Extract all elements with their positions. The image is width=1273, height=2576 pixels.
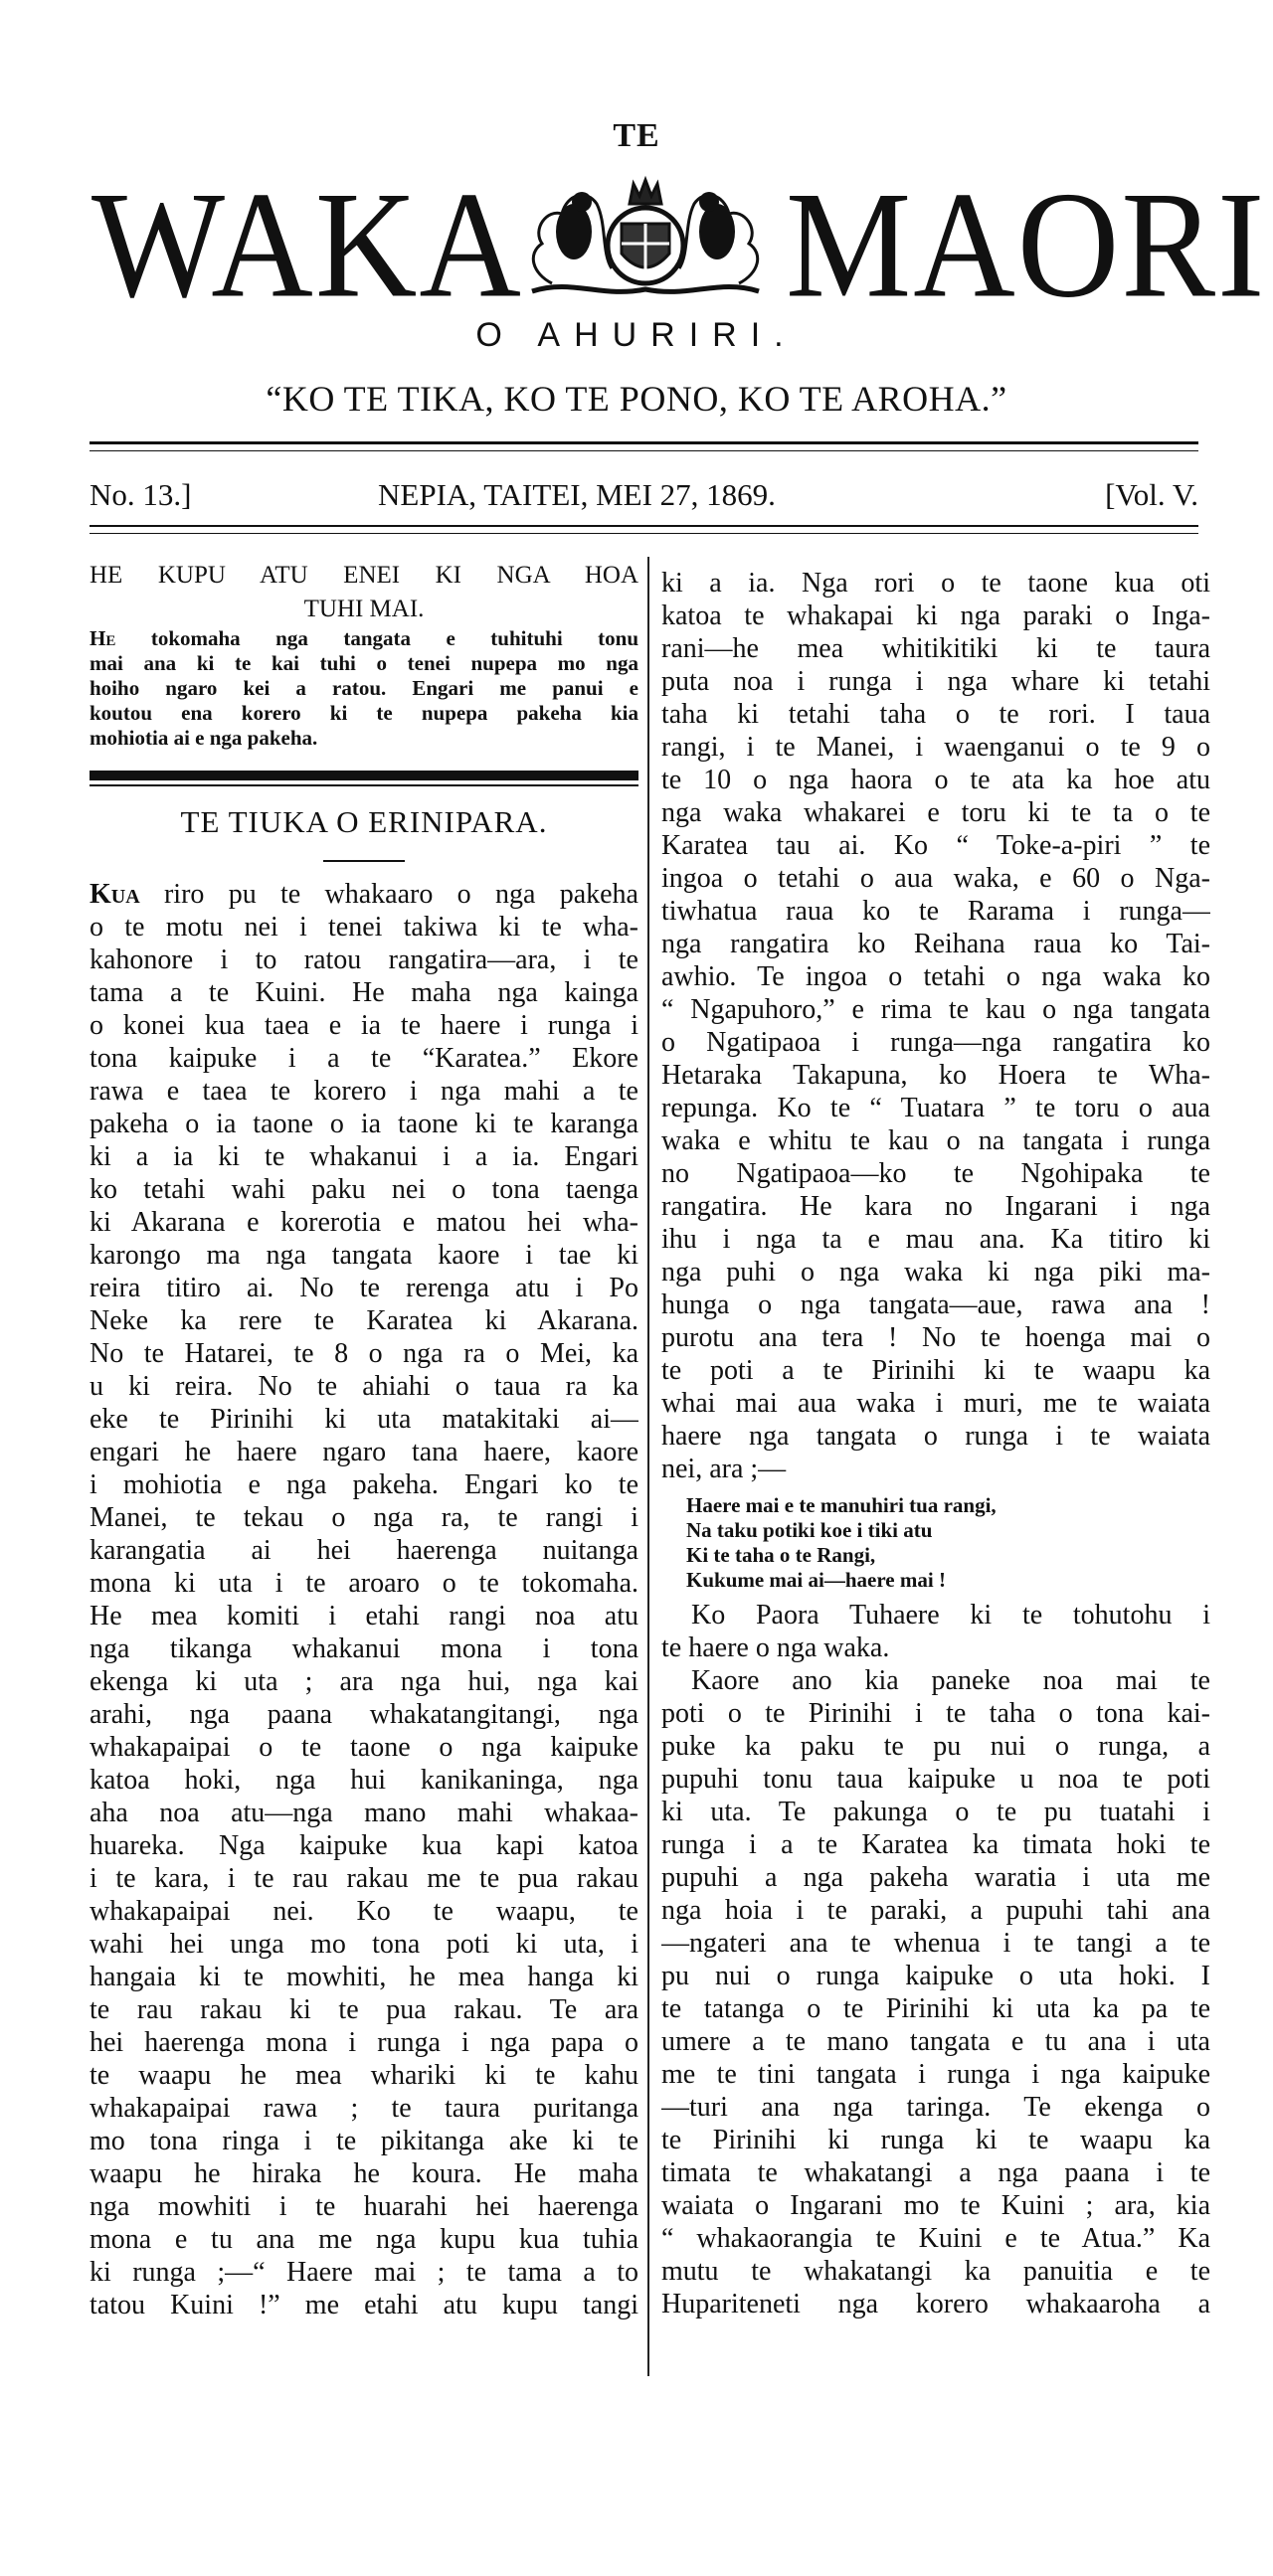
article-line: karongo ma nga tangata kaore i tae ki xyxy=(90,1240,638,1271)
song-verse xyxy=(661,1493,1210,1593)
article-line: mona ki uta i te aroaro o te tokomaha. xyxy=(90,1568,638,1599)
article-line: rawa e taea te korero i nga mahi a te xyxy=(90,1076,638,1107)
place-date: NEPIA, TAITEI, MEI 27, 1869. xyxy=(378,477,776,512)
article-line xyxy=(90,878,638,911)
article-line: mutu te whakatangi ka panuitia e te xyxy=(661,2256,1210,2287)
article-line: ki runga ;—“ Haere mai ; te tama a to xyxy=(90,2257,638,2288)
article-line: karangatia ai hei haerenga nuitanga xyxy=(90,1535,638,1566)
article-line: ingoa o tetahi o aua waka, e 60 o Nga- xyxy=(661,863,1210,894)
article-line: tiwhatua raua ko te Rarama i runga— xyxy=(661,896,1210,927)
issue-number: No. 13.] xyxy=(90,477,192,512)
article-line: “ whakaorangia te Kuini e te Atua.” Ka xyxy=(661,2223,1210,2254)
article-line: wahi hei unga mo tona poti ki uta, i xyxy=(90,1929,638,1960)
article-line: nga tikanga whakanui mona i tona xyxy=(90,1633,638,1664)
article-line: arahi, nga paana whakatangitangi, nga xyxy=(90,1699,638,1730)
article-line: i mohiotia e nga pakeha. Engari ko te xyxy=(90,1469,638,1500)
rule-mid-1 xyxy=(90,525,1198,527)
verse-line: Haere mai e te manuhiri tua rangi, xyxy=(686,1493,997,1517)
article-line: pakeha o ia taone o ia taone ki te karanga xyxy=(90,1109,638,1139)
double-rule-thin xyxy=(90,784,638,786)
article-title: TE TIUKA O ERINIPARA. xyxy=(180,804,548,839)
article-line: mona e tu ana me nga kupu kua tuhia xyxy=(90,2224,638,2255)
article-body-right xyxy=(661,567,1210,2320)
article-line: waapu he hiraka he koura. He maha xyxy=(90,2158,638,2189)
rule-mid-2 xyxy=(90,533,1198,534)
lead-word: He xyxy=(90,626,116,650)
article-line: puta noa i runga i nga whare ki tetahi xyxy=(661,666,1210,697)
article-line: rani—he mea whitikitiki ki te taura xyxy=(661,633,1210,664)
article-line: haere nga tangata o runga i te waiata xyxy=(661,1421,1210,1452)
article-line: hangaia ki te mowhiti, he mea hanga ki xyxy=(90,1962,638,1992)
article-line: ki a ia. Nga rori o te taone kua oti xyxy=(661,568,1210,599)
line-text: riro pu te whakaaro o nga pakeha xyxy=(139,879,638,910)
verse-line: Ki te taha o te Rangi, xyxy=(686,1543,876,1567)
masthead-subtitle: O AHURIRI. xyxy=(475,316,798,354)
article-line: nga mowhiti i te huarahi hei haerenga xyxy=(90,2191,638,2222)
article-line: o te motu nei i tenei takiwa ki te wha- xyxy=(90,912,638,943)
article-line: runga i a te Karatea ka timata hoki te xyxy=(661,1829,1210,1860)
article-line: te poti a te Pirinihi ki te waapu ka xyxy=(661,1355,1210,1386)
article-line: reira titiro ai. No te rerenga atu i Po xyxy=(90,1273,638,1303)
article-line: He mea komiti i etahi rangi noa atu xyxy=(90,1601,638,1631)
article-line: aha noa atu—nga mano mahi whakaa- xyxy=(90,1798,638,1828)
article-line: o Ngatipaoa i runga—nga rangatira ko xyxy=(661,1027,1210,1058)
article-line: u ki reira. No te ahiahi o taua ra ka xyxy=(90,1371,638,1402)
article-line: nga waka whakarei e toru ki te ta o te xyxy=(661,797,1210,828)
article-line: nei, ara ;— xyxy=(661,1454,787,1484)
article-line: nga hoia i te paraki, a pupuhi tahi ana xyxy=(661,1895,1210,1926)
article-line: Karatea tau ai. Ko “ Toke-a-piri ” te xyxy=(661,830,1210,861)
article-line: huareka. Nga kaipuke kua kapi katoa xyxy=(90,1830,638,1861)
article-line: engari he haere ngaro tana haere, kaore xyxy=(90,1437,638,1467)
article-line: “ Ngapuhoro,” e rima te kau o nga tangata xyxy=(661,994,1210,1025)
article-line: Hetaraka Takapuna, ko Hoera te Wha- xyxy=(661,1060,1210,1091)
notice-heading-line: TUHI MAI. xyxy=(303,596,425,622)
lead-word: Kua xyxy=(90,879,140,910)
article-line: ko tetahi wahi paku nei o tona taenga xyxy=(90,1174,638,1205)
article-line: te Pirinihi ki runga ki te waapu ka xyxy=(661,2125,1210,2155)
article-line: repunga. Ko te “ Tuatara ” te toru o aua xyxy=(661,1093,1210,1123)
article-line: tatou Kuini !” me etahi atu kupu tangi xyxy=(90,2290,638,2320)
article-line: nga puhi o nga waka ki nga piki ma- xyxy=(661,1257,1210,1288)
verse-line: Na taku potiki koe i tiki atu xyxy=(686,1518,933,1542)
notice xyxy=(90,559,638,751)
verse-line: Kukume mai ai—haere mai ! xyxy=(686,1568,946,1592)
article-line: te 10 o nga haora o te ata ka hoe atu xyxy=(661,765,1210,795)
notice-body xyxy=(90,626,638,751)
article-line: katoa te whakapai ki nga paraki o Inga- xyxy=(661,601,1210,631)
article-line: No te Hatarei, te 8 o nga ra o Mei, ka xyxy=(90,1338,638,1369)
article-line: te tatanga o te Pirinihi ki uta ka pa te xyxy=(661,1993,1210,2024)
coat-of-arms-icon xyxy=(512,174,779,298)
article-line: poti o te Pirinihi i te taha o tona kai- xyxy=(661,1698,1210,1729)
article-line: hei haerenga mona i runga i nga papa o xyxy=(90,2027,638,2058)
article-line: kahonore i to ratou rangatira—ara, i te xyxy=(90,945,638,975)
article-line: —ngateri ana te whenua i te tangi a te xyxy=(661,1928,1210,1959)
article-line: pu nui o runga kaipuke o uta hoki. I xyxy=(661,1961,1210,1991)
masthead-motto: “KO TE TIKA, KO TE PONO, KO TE AROHA.” xyxy=(266,379,1007,419)
article-line: umere a te mano tangata e tu ana i uta xyxy=(661,2026,1210,2057)
article-line: o konei kua taea e ia te haere i runga i xyxy=(90,1010,638,1041)
article-line: i te kara, i te rau rakau me te pua rakau xyxy=(90,1863,638,1894)
masthead-te: TE xyxy=(613,117,660,154)
article-line: —turi ana nga taringa. Te ekenga o xyxy=(661,2092,1210,2123)
article-line: me te tini tangata i runga i nga kaipuke xyxy=(661,2059,1210,2090)
column-divider xyxy=(647,557,649,2376)
article-line: hunga o nga tangata—aue, rawa ana ! xyxy=(661,1289,1210,1320)
article-line: Ko Paora Tuhaere ki te tohutohu i xyxy=(691,1600,1210,1631)
article-line: waka e whitu te kau o na tangata i runga xyxy=(661,1125,1210,1156)
notice-line: hoiho ngaro kei a ratou. Engari me panui e xyxy=(90,676,638,700)
article-line: Neke ka rere te Karatea ki Akarana. xyxy=(90,1305,638,1336)
article-line: puke ka paku te pu nui o runga, a xyxy=(661,1731,1210,1762)
article-line: awhio. Te ingoa o tetahi o nga waka ko xyxy=(661,961,1210,992)
article-line: whakapaipai nei. Ko te waapu, te xyxy=(90,1896,638,1927)
notice-line: mai ana ki te kai tuhi o tenei nupepa mo nga xyxy=(90,651,638,675)
double-rule-thick xyxy=(90,771,638,780)
article-line: Kaore ano kia paneke noa mai te xyxy=(691,1665,1210,1696)
article-line: mo tona ringa i te pikitanga ake ki te xyxy=(90,2126,638,2156)
rule-top-thin xyxy=(90,450,1198,451)
article-line: ki a ia ki te whakanui i a ia. Engari xyxy=(90,1141,638,1172)
notice-line xyxy=(90,626,638,651)
article-line: ki uta. Te pakunga o te pu tuatahi i xyxy=(661,1797,1210,1827)
article-line: whai mai aua waka i muri, me te waiata xyxy=(661,1388,1210,1419)
article-line: ihu i nga ta e mau ana. Ka titiro ki xyxy=(661,1224,1210,1255)
article-line: rangatira. He kara no Ingarani i nga xyxy=(661,1191,1210,1222)
article-line: te waapu he mea whariki ki te kahu xyxy=(90,2060,638,2091)
article-line: Manei, te tekau o nga ra, te rangi i xyxy=(90,1502,638,1533)
article-line: ekenga ki uta ; ara nga hui, nga kai xyxy=(90,1666,638,1697)
article-line: katoa hoki, nga hui kanikaninga, nga xyxy=(90,1765,638,1796)
left-column xyxy=(90,559,638,2321)
article-line: eke te Pirinihi ki uta matakitaki ai— xyxy=(90,1404,638,1435)
article-line: purotu ana tera ! No te hoenga mai o xyxy=(661,1322,1210,1353)
article-line: whakapaipai rawa ; te taura puritanga xyxy=(90,2093,638,2124)
article-line: tona kaipuke i a te “Karatea.” Ekore xyxy=(90,1043,638,1074)
notice-heading-line: HE KUPU ATU ENEI KI NGA HOA xyxy=(90,562,638,589)
article-body-left xyxy=(90,878,638,2321)
notice-line: mohiotia ai e nga pakeha. xyxy=(90,726,318,750)
right-column xyxy=(661,567,1210,2320)
notice-line: koutou ena korero ki te nupepa pakeha kia xyxy=(90,701,638,725)
line-text: tokomaha nga tangata e tuhituhi tonu xyxy=(115,626,638,650)
article-line: no Ngatipaoa—ko te Ngohipaka te xyxy=(661,1158,1210,1189)
masthead-title-waka: WAKA xyxy=(91,159,523,329)
masthead-title-maori: MAORI xyxy=(786,159,1267,329)
article-line: pupuhi tonu taua kaipuke u noa te poti xyxy=(661,1764,1210,1795)
article-line: taha ki tetahi taha o te rori. I taua xyxy=(661,699,1210,730)
article-line: rangi, i te Manei, i waenganui o te 9 o xyxy=(661,732,1210,763)
article-line: ki Akarana e korerotia e matou hei wha- xyxy=(90,1207,638,1238)
article-line: pupuhi a nga pakeha waratia i uta me xyxy=(661,1862,1210,1893)
dateline xyxy=(90,477,1198,517)
article-line: te haere o nga waka. xyxy=(661,1632,890,1663)
rule-top-thick xyxy=(90,441,1198,444)
article-line: te rau rakau ki te pua rakau. Te ara xyxy=(90,1994,638,2025)
article-line: whakapaipai o te taone o nga kaipuke xyxy=(90,1732,638,1763)
article-line: Hupariteneti nga korero whakaaroha a xyxy=(661,2289,1210,2319)
article-line: tama a te Kuini. He maha nga kainga xyxy=(90,977,638,1008)
article-line: waiata o Ingarani mo te Kuini ; ara, kia xyxy=(661,2190,1210,2221)
article-line: timata te whakatangi a nga paana i te xyxy=(661,2157,1210,2188)
title-underline xyxy=(323,860,405,862)
volume-number: [Vol. V. xyxy=(1105,477,1198,512)
article-line: nga rangatira ko Reihana raua ko Tai- xyxy=(661,929,1210,959)
